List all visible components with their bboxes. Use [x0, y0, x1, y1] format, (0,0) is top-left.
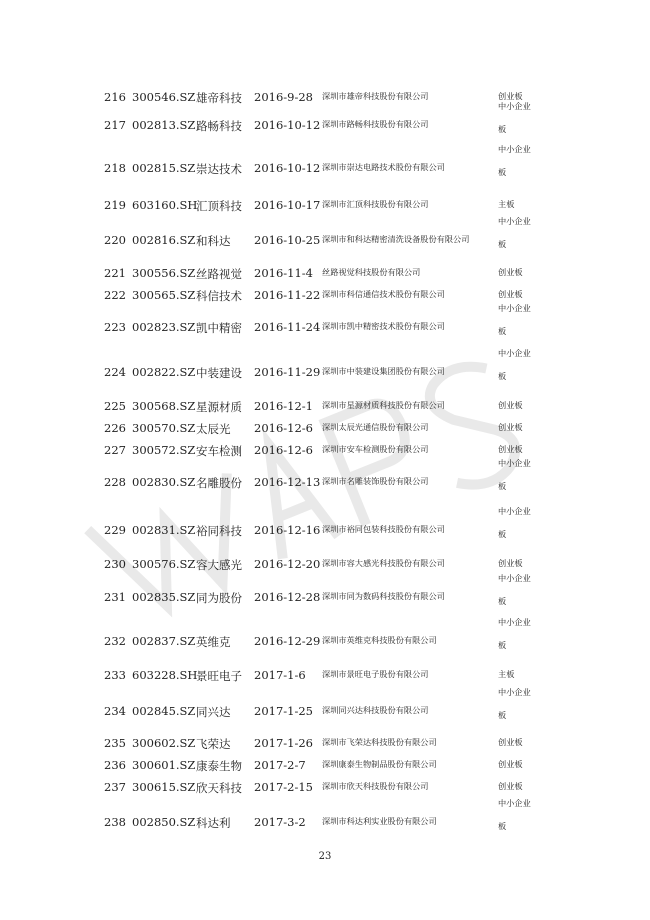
board-name: 创业板 — [498, 267, 523, 277]
row-number: 227 — [104, 443, 126, 457]
company-name: 深圳同兴达科技股份有限公司 — [322, 705, 429, 715]
watermark-logo — [40, 300, 640, 620]
stock-name: 同为股份 — [196, 591, 242, 605]
board-name: 主板 — [498, 199, 515, 209]
stock-name: 飞荣达 — [196, 737, 231, 751]
listing-date: 2016-10-12 — [254, 118, 321, 132]
stock-code: 300570.SZ — [132, 421, 196, 435]
stock-code: 603160.SH — [132, 198, 198, 212]
board-name: 中小企业板 — [498, 687, 531, 720]
stock-code: 300615.SZ — [132, 780, 196, 794]
stock-code: 300576.SZ — [132, 557, 196, 571]
listing-date: 2016-12-20 — [254, 557, 321, 571]
listing-date: 2016-11-22 — [254, 288, 321, 302]
stock-name: 崇达技术 — [196, 162, 242, 176]
company-name: 深圳市科达利实业股份有限公司 — [322, 816, 437, 826]
row-number: 216 — [104, 90, 126, 104]
stock-name: 裕同科技 — [196, 524, 242, 538]
listing-date: 2016-9-28 — [254, 90, 313, 104]
page-number: 23 — [318, 851, 332, 862]
stock-code: 002813.SZ — [132, 118, 196, 132]
board-name: 创业板 — [498, 781, 523, 791]
stock-code: 002830.SZ — [132, 475, 196, 489]
company-name: 深圳市名雕装饰股份有限公司 — [322, 476, 429, 486]
stock-name: 太辰光 — [196, 422, 231, 436]
board-name: 创业板 — [498, 422, 523, 432]
stock-code: 002823.SZ — [132, 320, 196, 334]
company-name: 深圳市同为数码科技股份有限公司 — [322, 591, 445, 601]
board-name: 创业板 — [498, 91, 523, 101]
row-number: 219 — [104, 198, 126, 212]
stock-name: 路畅科技 — [196, 119, 242, 133]
stock-code: 002850.SZ — [132, 815, 196, 829]
stock-code: 002845.SZ — [132, 704, 196, 718]
stock-code: 300556.SZ — [132, 266, 196, 280]
company-name: 深圳市中装建设集团股份有限公司 — [322, 366, 445, 376]
listing-date: 2016-12-13 — [254, 475, 321, 489]
company-name: 深圳太辰光通信股份有限公司 — [322, 422, 429, 432]
stock-code: 300602.SZ — [132, 736, 196, 750]
company-name: 深圳市科信通信技术股份有限公司 — [322, 289, 445, 299]
listing-date: 2016-12-28 — [254, 590, 321, 604]
stock-name: 科达利 — [196, 816, 231, 830]
stock-name: 凯中精密 — [196, 321, 242, 335]
stock-name: 丝路视觉 — [196, 267, 242, 281]
listing-date: 2017-1-6 — [254, 668, 306, 682]
company-name: 深圳市裕同包装科技股份有限公司 — [322, 524, 445, 534]
row-number: 226 — [104, 421, 126, 435]
stock-code: 300568.SZ — [132, 399, 196, 413]
stock-name: 中装建设 — [196, 366, 242, 380]
board-name: 中小企业板 — [498, 617, 531, 650]
company-name: 深圳市汇顶科技股份有限公司 — [322, 199, 429, 209]
stock-code: 300546.SZ — [132, 90, 196, 104]
row-number: 218 — [104, 161, 126, 175]
board-name: 中小企业板 — [498, 798, 531, 831]
stock-name: 雄帝科技 — [196, 91, 242, 105]
listing-date: 2016-12-1 — [254, 399, 313, 413]
listing-date: 2016-10-17 — [254, 198, 321, 212]
board-name: 中小企业板 — [498, 458, 531, 491]
company-name: 深圳市路畅科技股份有限公司 — [322, 119, 429, 129]
row-number: 235 — [104, 736, 126, 750]
company-name: 深圳市和科达精密清洗设备股份有限公司 — [322, 234, 470, 244]
row-number: 230 — [104, 557, 126, 571]
stock-code: 002815.SZ — [132, 161, 196, 175]
stock-code: 300572.SZ — [132, 443, 196, 457]
stock-name: 安车检测 — [196, 444, 242, 458]
listing-date: 2016-10-25 — [254, 233, 321, 247]
row-number: 234 — [104, 704, 126, 718]
row-number: 229 — [104, 523, 126, 537]
company-name: 深圳市雄帝科技股份有限公司 — [322, 91, 429, 101]
company-name: 深圳市景旺电子股份有限公司 — [322, 669, 429, 679]
board-name: 中小企业板 — [498, 303, 531, 336]
board-name: 中小企业板 — [498, 144, 531, 177]
company-name: 深圳市崇达电路技术股份有限公司 — [322, 162, 445, 172]
row-number: 233 — [104, 668, 126, 682]
stock-name: 英维克 — [196, 635, 231, 649]
listing-date: 2017-2-15 — [254, 780, 313, 794]
board-name: 创业板 — [498, 289, 523, 299]
company-name: 深圳市凯中精密技术股份有限公司 — [322, 321, 445, 331]
board-name: 创业板 — [498, 400, 523, 410]
row-number: 232 — [104, 634, 126, 648]
company-name: 丝路视觉科技股份有限公司 — [322, 267, 421, 277]
listing-date: 2016-12-16 — [254, 523, 321, 537]
board-name: 中小企业板 — [498, 506, 531, 539]
stock-name: 同兴达 — [196, 705, 231, 719]
board-name: 主板 — [498, 669, 515, 679]
listing-date: 2016-12-29 — [254, 634, 321, 648]
listing-date: 2016-11-24 — [254, 320, 321, 334]
company-name: 深圳市容大感光科技股份有限公司 — [322, 558, 445, 568]
company-name: 深圳市星源材质科技股份有限公司 — [322, 400, 445, 410]
row-number: 237 — [104, 780, 126, 794]
stock-code: 300601.SZ — [132, 758, 196, 772]
board-name: 中小企业板 — [498, 348, 531, 381]
stock-name: 容大感光 — [196, 558, 242, 572]
row-number: 222 — [104, 288, 126, 302]
stock-name: 和科达 — [196, 234, 231, 248]
row-number: 221 — [104, 266, 126, 280]
stock-name: 科信技术 — [196, 289, 242, 303]
stock-name: 景旺电子 — [196, 669, 242, 683]
company-name: 深圳市飞荣达科技股份有限公司 — [322, 737, 437, 747]
stock-code: 002831.SZ — [132, 523, 196, 537]
row-number: 220 — [104, 233, 126, 247]
stock-name: 星源材质 — [196, 400, 242, 414]
stock-code: 603228.SH — [132, 668, 198, 682]
row-number: 223 — [104, 320, 126, 334]
board-name: 中小企业板 — [498, 216, 531, 249]
listing-date: 2016-12-6 — [254, 443, 313, 457]
company-name: 深圳康泰生物制品股份有限公司 — [322, 759, 437, 769]
board-name: 创业板 — [498, 444, 523, 454]
board-name: 中小企业板 — [498, 573, 531, 606]
board-name: 创业板 — [498, 558, 523, 568]
stock-code: 002837.SZ — [132, 634, 196, 648]
board-name: 创业板 — [498, 737, 523, 747]
stock-code: 300565.SZ — [132, 288, 196, 302]
stock-code: 002816.SZ — [132, 233, 196, 247]
row-number: 228 — [104, 475, 126, 489]
listing-date: 2016-11-29 — [254, 365, 321, 379]
stock-code: 002835.SZ — [132, 590, 196, 604]
row-number: 225 — [104, 399, 126, 413]
stock-code: 002822.SZ — [132, 365, 196, 379]
listing-date: 2016-10-12 — [254, 161, 321, 175]
listing-date: 2017-1-25 — [254, 704, 313, 718]
listing-date: 2017-2-7 — [254, 758, 306, 772]
listing-date: 2017-1-26 — [254, 736, 313, 750]
row-number: 224 — [104, 365, 126, 379]
row-number: 231 — [104, 590, 126, 604]
board-name: 创业板 — [498, 759, 523, 769]
stock-name: 欣天科技 — [196, 781, 242, 795]
company-name: 深圳市英维克科技股份有限公司 — [322, 635, 437, 645]
listing-date: 2017-3-2 — [254, 815, 306, 829]
listing-date: 2016-11-4 — [254, 266, 313, 280]
stock-name: 康泰生物 — [196, 759, 242, 773]
row-number: 236 — [104, 758, 126, 772]
company-name: 深圳市欣天科技股份有限公司 — [322, 781, 429, 791]
stock-name: 名雕股份 — [196, 476, 242, 490]
listing-date: 2016-12-6 — [254, 421, 313, 435]
board-name: 中小企业板 — [498, 101, 531, 134]
company-name: 深圳市安车检测股份有限公司 — [322, 444, 429, 454]
row-number: 217 — [104, 118, 126, 132]
row-number: 238 — [104, 815, 126, 829]
stock-name: 汇顶科技 — [196, 199, 242, 213]
